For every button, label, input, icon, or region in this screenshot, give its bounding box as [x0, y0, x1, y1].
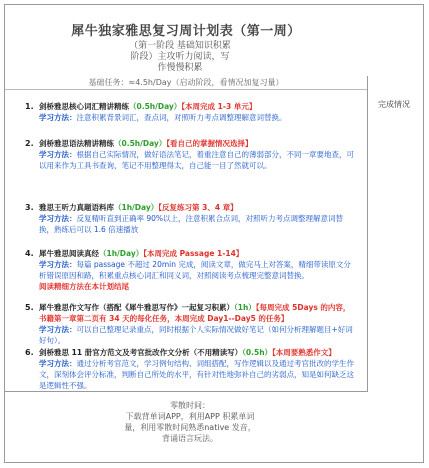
- item-number: 1.: [25, 102, 34, 111]
- study-item: [25, 101, 357, 123]
- method-label: 学习方法：: [39, 150, 77, 159]
- item-number: 5.: [25, 303, 34, 312]
- method-label: 学习方法：: [39, 359, 77, 368]
- item-duration: （1h/Day）: [114, 203, 159, 212]
- study-item: [25, 138, 357, 171]
- item-badge: 【看自己的掌握情况选择】: [166, 139, 253, 148]
- column-divider: [367, 76, 368, 392]
- spare-time-label: 零散时间：: [170, 401, 210, 410]
- method-label: 学习方法：: [39, 214, 77, 223]
- subtitle-line-2: 阶段）主攻听力阅读，写: [130, 52, 230, 62]
- item-badge: 【本周完成 Passage 1-14】: [143, 249, 244, 258]
- item-duration: （1h/Day）: [99, 249, 144, 258]
- phase-subtitle: [105, 41, 255, 74]
- subtitle-line-1: （第一阶段 基础知识积累: [129, 41, 231, 51]
- item-title: 犀牛雅思作文写作（搭配《犀牛雅思写作》一起复习积累）: [39, 303, 234, 312]
- completion-status-header: 完成情况: [378, 100, 410, 109]
- divider: [5, 89, 367, 90]
- item-number: 2.: [25, 139, 34, 148]
- item-number: 3.: [25, 203, 34, 212]
- method-text: 注意积累背景词汇，查点词，对照听力考点调整理解意词替换。: [76, 113, 287, 122]
- item-badge: 【本周完成 1-3 单元】: [181, 102, 257, 111]
- subtitle-line-3: 作慢慢积累: [157, 63, 203, 73]
- spare-time-line-2: 量，利用零散时间熟悉native 发音，: [124, 423, 256, 432]
- item-title: 剑桥雅思语法精讲精练: [39, 139, 114, 148]
- method-text: 可以自己整理记录重点，同时根据个人实际情况做好笔记（如何分析理解题目+好词好句）。: [39, 325, 353, 345]
- method-text: 通过分析考官范文，学习例句结构、词组搭配，写作逻辑以及通过考官批改的学生作文，深刻体会评分标准，判断自己所处的水平，有针对性地弥补自己的劣弱点，知是如何缺乏这是逻辑性不强。: [39, 359, 354, 390]
- spare-time-line-1: 下载背单词APP，利用APP 积累单词: [125, 412, 255, 421]
- item-title: 剑桥雅思 11 册官方范文及考官批改作文分析（不用精读写）: [39, 348, 243, 357]
- item-duration: （1h）: [234, 303, 256, 312]
- item-badge: 【本周要熟悉作文】: [272, 348, 336, 357]
- item-duration: （0.5h）: [242, 348, 273, 357]
- spare-time-section: [115, 400, 265, 444]
- plan-table: [4, 4, 424, 463]
- item-badge: 【反复练习第 3、4 章】: [158, 203, 238, 212]
- study-item: [25, 202, 357, 235]
- method-text: 反复精听直到正确率 90%以上，注意积累合点词，对照听力考点调整理解意词替换，熟练后可以 1.6 倍速播放: [39, 214, 344, 234]
- item-title: 雅思王听力真题语料库: [39, 203, 114, 212]
- reading-method-note: 阅读精细方法在本计划结尾: [39, 282, 129, 291]
- divider: [5, 391, 367, 392]
- item-number: 4.: [25, 249, 34, 258]
- item-badge: 【每周完成 5Days 的内容，书籍第一章第二页有 34 天的每化任务，本周完成 Day1--Day5 的任务】: [39, 303, 351, 323]
- method-text: 根据自己实际情况，做好语法笔记，着重注意自己的薄弱部分，不同一章要地查，可以用来作为工具书查询，笔记不用整理得太，自己能一目了然就可以。: [39, 150, 354, 170]
- method-label: 学习方法：: [39, 325, 77, 334]
- base-task: 基础任务：≈4.5h/Day（启动阶段，看情况加复习量）: [88, 78, 284, 87]
- page-title: 犀牛独家雅思复习周计划表（第一周）: [71, 24, 301, 39]
- method-text: 每篇 passage 不超过 20min 完成，阅读文章，做完马上对答案，精细带读原文分析错误原因和路，积累重点核心词汇和同义词，对照阅读考点梳理完整意词替换。: [39, 260, 351, 280]
- item-title: 剑桥雅思核心词汇精讲精练: [39, 102, 129, 111]
- study-item: [25, 347, 357, 391]
- method-label: 学习方法：: [39, 113, 77, 122]
- item-number: 6.: [25, 348, 34, 357]
- item-duration: （0.5h/Day）: [129, 102, 182, 111]
- item-duration: （0.5h/Day）: [114, 139, 167, 148]
- study-item: [25, 248, 357, 292]
- item-title: 犀牛雅思阅读真经: [39, 249, 99, 258]
- method-label: 学习方法：: [39, 260, 77, 269]
- spare-time-line-3: 背诵语言玩法。: [162, 434, 218, 443]
- study-item: [25, 302, 357, 346]
